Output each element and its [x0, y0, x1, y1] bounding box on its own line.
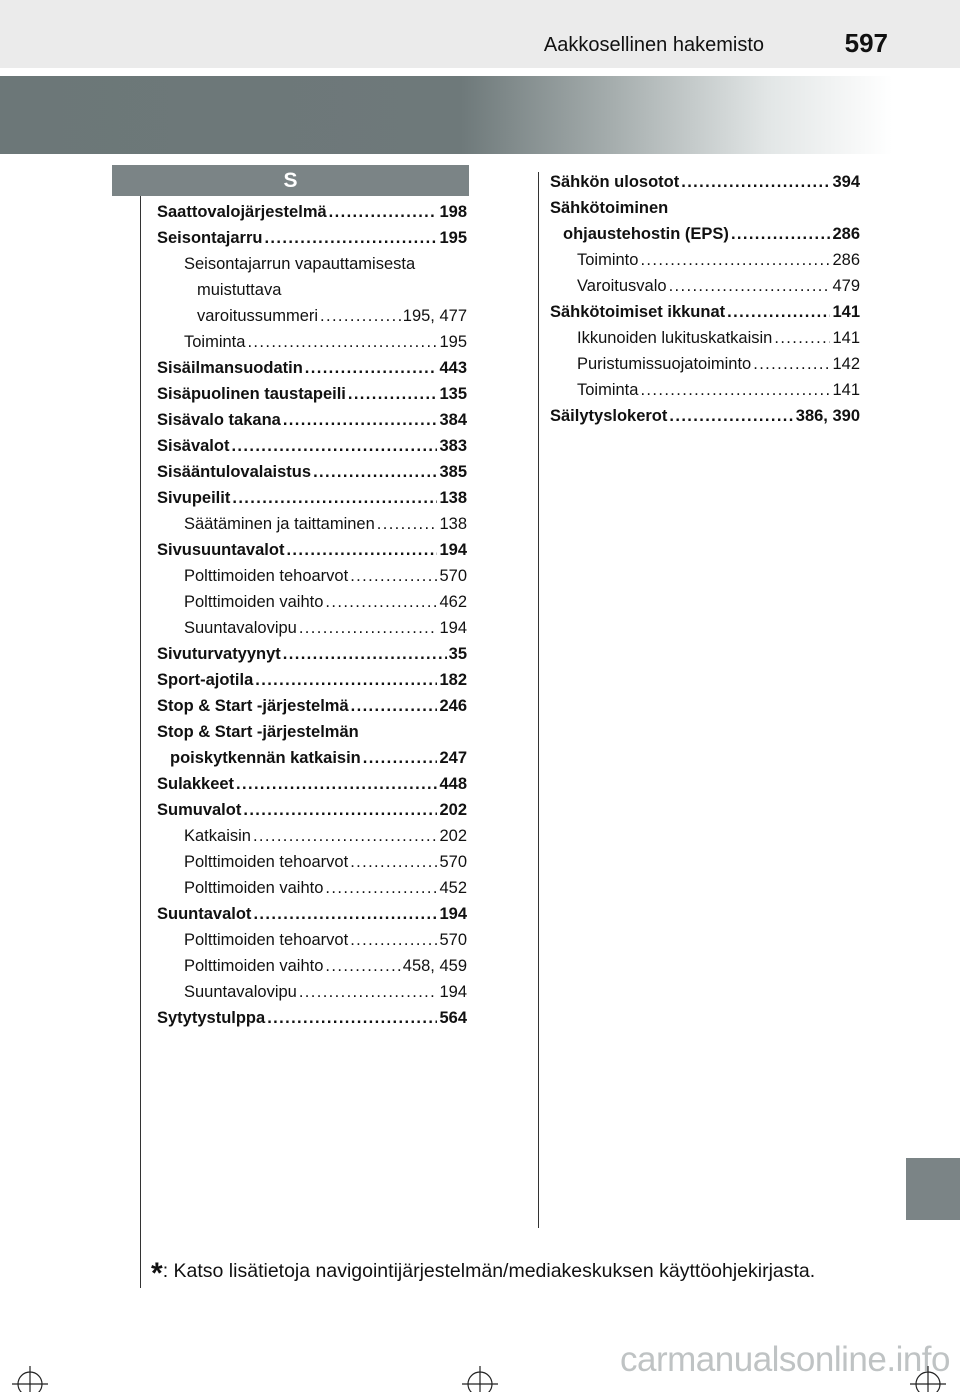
leader-dots — [350, 849, 437, 875]
leader-dots — [255, 667, 437, 693]
index-term: Sivupeilit — [157, 489, 231, 507]
leader-dots — [253, 823, 438, 849]
index-term: Suuntavalovipu — [184, 983, 297, 1001]
index-term: Puristumissuojatoiminto — [577, 355, 752, 373]
index-subentry — [550, 351, 860, 377]
index-term: Polttimoiden vaihto — [184, 879, 324, 897]
index-page-ref: 202 — [439, 827, 467, 845]
index-term: Sisävalot — [157, 437, 230, 455]
index-term: Seisontajarru — [157, 229, 263, 247]
index-subentry — [157, 823, 467, 849]
leader-dots — [286, 537, 437, 563]
index-entry — [157, 225, 467, 251]
leader-dots — [236, 771, 437, 797]
index-page-ref: 195 — [439, 333, 467, 351]
leader-dots — [363, 745, 438, 771]
index-entry — [157, 199, 467, 225]
index-page-ref: 195, 477 — [402, 307, 467, 325]
index-term: Sisääntulovalaistus — [157, 463, 312, 481]
index-page-ref: 570 — [439, 853, 467, 871]
footnote-marker: * — [151, 1257, 163, 1290]
index-term: Sumuvalot — [157, 801, 242, 819]
index-entry — [157, 459, 467, 485]
leader-dots — [313, 459, 437, 485]
chapter-side-tab — [906, 1158, 960, 1220]
index-term: Polttimoiden tehoarvot — [184, 567, 349, 585]
footnote-text: : Katso lisätietoja navigointijärjestelmän/mediakeskuksen käyttöohjekirjasta. — [162, 1260, 816, 1282]
index-page-ref: 195 — [439, 229, 467, 247]
index-entry — [550, 299, 860, 325]
index-page-ref: 570 — [439, 931, 467, 949]
index-subentry — [157, 875, 467, 901]
index-term: Sähkön ulosotot — [550, 173, 680, 191]
index-term: Varoitusvalo — [577, 277, 667, 295]
index-page-ref: 194 — [439, 983, 467, 1001]
index-page-ref: 135 — [439, 385, 467, 403]
index-column-right — [550, 169, 860, 429]
index-term: Säätäminen ja taittaminen — [184, 515, 375, 533]
index-subentry — [157, 615, 467, 641]
leader-dots — [669, 403, 793, 429]
left-column-rule — [140, 196, 141, 1288]
index-term: Stop & Start -järjestelmä — [157, 697, 349, 715]
leader-dots — [731, 221, 831, 247]
leader-dots — [350, 563, 437, 589]
index-page-ref: 194 — [439, 619, 467, 637]
index-subentry — [157, 927, 467, 953]
index-entry-text: muistuttava — [197, 281, 282, 299]
index-subentry — [157, 329, 467, 355]
index-page-ref: 138 — [439, 515, 467, 533]
index-page-ref: 458, 459 — [402, 957, 467, 975]
index-term: ohjaustehostin (EPS) — [563, 225, 729, 243]
index-term: Säilytyslokerot — [550, 407, 668, 425]
page-header-title: Aakkosellinen hakemisto — [543, 34, 764, 56]
index-page-ref: 570 — [439, 567, 467, 585]
leader-dots — [348, 381, 438, 407]
crop-mark-icon — [908, 1352, 948, 1392]
index-subentry — [550, 325, 860, 351]
leader-dots — [681, 169, 830, 195]
index-term: Toiminto — [577, 251, 639, 269]
index-term: Ikkunoiden lukituskatkaisin — [577, 329, 773, 347]
leader-dots — [283, 407, 438, 433]
index-term: Katkaisin — [184, 827, 251, 845]
index-term: Polttimoiden tehoarvot — [184, 853, 349, 871]
index-entry — [550, 221, 860, 247]
leader-dots — [669, 273, 831, 299]
index-page-ref: 35 — [448, 645, 467, 663]
index-page-ref: 394 — [832, 173, 860, 191]
index-entry — [550, 169, 860, 195]
leader-dots — [305, 355, 438, 381]
leader-dots — [283, 641, 447, 667]
index-page-ref: 286 — [832, 251, 860, 269]
crop-mark-icon — [460, 1352, 500, 1392]
middle-column-rule — [538, 172, 539, 1228]
index-term: Sisävalo takana — [157, 411, 281, 429]
leader-dots — [351, 693, 438, 719]
index-entry — [157, 433, 467, 459]
leader-dots — [299, 979, 438, 1005]
index-page-ref: 383 — [439, 437, 467, 455]
leader-dots — [640, 247, 830, 273]
index-page-ref: 182 — [439, 671, 467, 689]
index-entry — [157, 407, 467, 433]
index-subentry — [157, 563, 467, 589]
leader-dots — [640, 377, 830, 403]
index-page-ref: 138 — [439, 489, 467, 507]
index-entry — [157, 641, 467, 667]
leader-dots — [774, 325, 830, 351]
page-number: 597 — [844, 28, 888, 58]
leader-dots — [253, 901, 437, 927]
gradient-banner — [0, 76, 960, 154]
index-page-ref: 286 — [832, 225, 860, 243]
index-page-ref: 246 — [439, 697, 467, 715]
index-entry — [157, 797, 467, 823]
index-subentry — [157, 953, 467, 979]
index-entry — [157, 485, 467, 511]
index-page-ref: 448 — [439, 775, 467, 793]
leader-dots — [231, 433, 437, 459]
index-entry — [157, 745, 467, 771]
index-term: Toiminta — [184, 333, 246, 351]
index-subentry — [157, 849, 467, 875]
index-page-ref: 452 — [439, 879, 467, 897]
leader-dots — [320, 303, 401, 329]
section-letter-header: S — [112, 165, 469, 196]
index-entry — [550, 403, 860, 429]
leader-dots — [299, 615, 438, 641]
index-page-ref: 141 — [832, 381, 860, 399]
index-term: Sähkötoimiset ikkunat — [550, 303, 726, 321]
index-entry — [157, 381, 467, 407]
leader-dots — [267, 1005, 437, 1031]
index-subentry — [157, 511, 467, 537]
index-subentry — [550, 377, 860, 403]
watermark: carmanualsonline.info — [620, 1340, 950, 1379]
leader-dots — [329, 199, 438, 225]
index-page-ref: 443 — [439, 359, 467, 377]
index-column-left — [157, 199, 467, 1031]
index-subentry — [550, 273, 860, 299]
index-entry — [157, 355, 467, 381]
index-term: Sport-ajotila — [157, 671, 254, 689]
index-page-ref: 462 — [439, 593, 467, 611]
index-subentry — [157, 303, 467, 329]
index-page-ref: 202 — [439, 801, 467, 819]
footnote — [151, 1257, 815, 1291]
index-page-ref: 194 — [439, 541, 467, 559]
index-page-ref: 194 — [439, 905, 467, 923]
leader-dots — [243, 797, 437, 823]
index-page-ref: 141 — [832, 303, 860, 321]
index-page-ref: 564 — [439, 1009, 467, 1027]
index-entry — [157, 771, 467, 797]
index-page-ref: 385 — [439, 463, 467, 481]
index-term: Toiminta — [577, 381, 639, 399]
leader-dots — [247, 329, 437, 355]
index-term: Polttimoiden tehoarvot — [184, 931, 349, 949]
leader-dots — [727, 299, 830, 325]
index-entry-text: Seisontajarrun vapauttamisesta — [184, 255, 416, 273]
index-term: Saattovalojärjestelmä — [157, 203, 327, 221]
index-term: Sytytystulppa — [157, 1009, 266, 1027]
index-page-ref: 198 — [439, 203, 467, 221]
index-term: Polttimoiden vaihto — [184, 957, 324, 975]
index-page-ref: 247 — [439, 749, 467, 767]
leader-dots — [264, 225, 437, 251]
leader-dots — [325, 953, 400, 979]
index-term: Sivuturvatyynyt — [157, 645, 281, 663]
index-page-ref: 386, 390 — [795, 407, 860, 425]
leader-dots — [350, 927, 437, 953]
leader-dots — [753, 351, 830, 377]
index-term: Sivusuuntavalot — [157, 541, 285, 559]
index-term: poiskytkennän katkaisin — [170, 749, 361, 767]
index-term: Suuntavalot — [157, 905, 252, 923]
leader-dots — [377, 511, 438, 537]
index-term: Polttimoiden vaihto — [184, 593, 324, 611]
leader-dots — [325, 875, 437, 901]
index-subentry — [550, 247, 860, 273]
index-subentry — [157, 589, 467, 615]
leader-dots — [325, 589, 437, 615]
index-entry — [157, 693, 467, 719]
index-page-ref: 479 — [832, 277, 860, 295]
index-page-ref: 384 — [439, 411, 467, 429]
index-entry — [157, 667, 467, 693]
index-term: Sisäilmansuodatin — [157, 359, 303, 377]
leader-dots — [232, 485, 437, 511]
index-entry — [157, 901, 467, 927]
index-entry-text: Sähkötoiminen — [550, 199, 669, 217]
index-term: Sulakkeet — [157, 775, 235, 793]
index-entry-text: Stop & Start -järjestelmän — [157, 723, 359, 741]
crop-mark-icon — [10, 1352, 50, 1392]
index-page-ref: 142 — [832, 355, 860, 373]
page-header-bar — [0, 0, 960, 68]
index-entry — [157, 537, 467, 563]
index-page-ref: 141 — [832, 329, 860, 347]
index-term: Suuntavalovipu — [184, 619, 297, 637]
index-entry — [157, 1005, 467, 1031]
index-term: varoitussummeri — [197, 307, 319, 325]
index-term: Sisäpuolinen taustapeili — [157, 385, 346, 403]
index-subentry — [157, 979, 467, 1005]
